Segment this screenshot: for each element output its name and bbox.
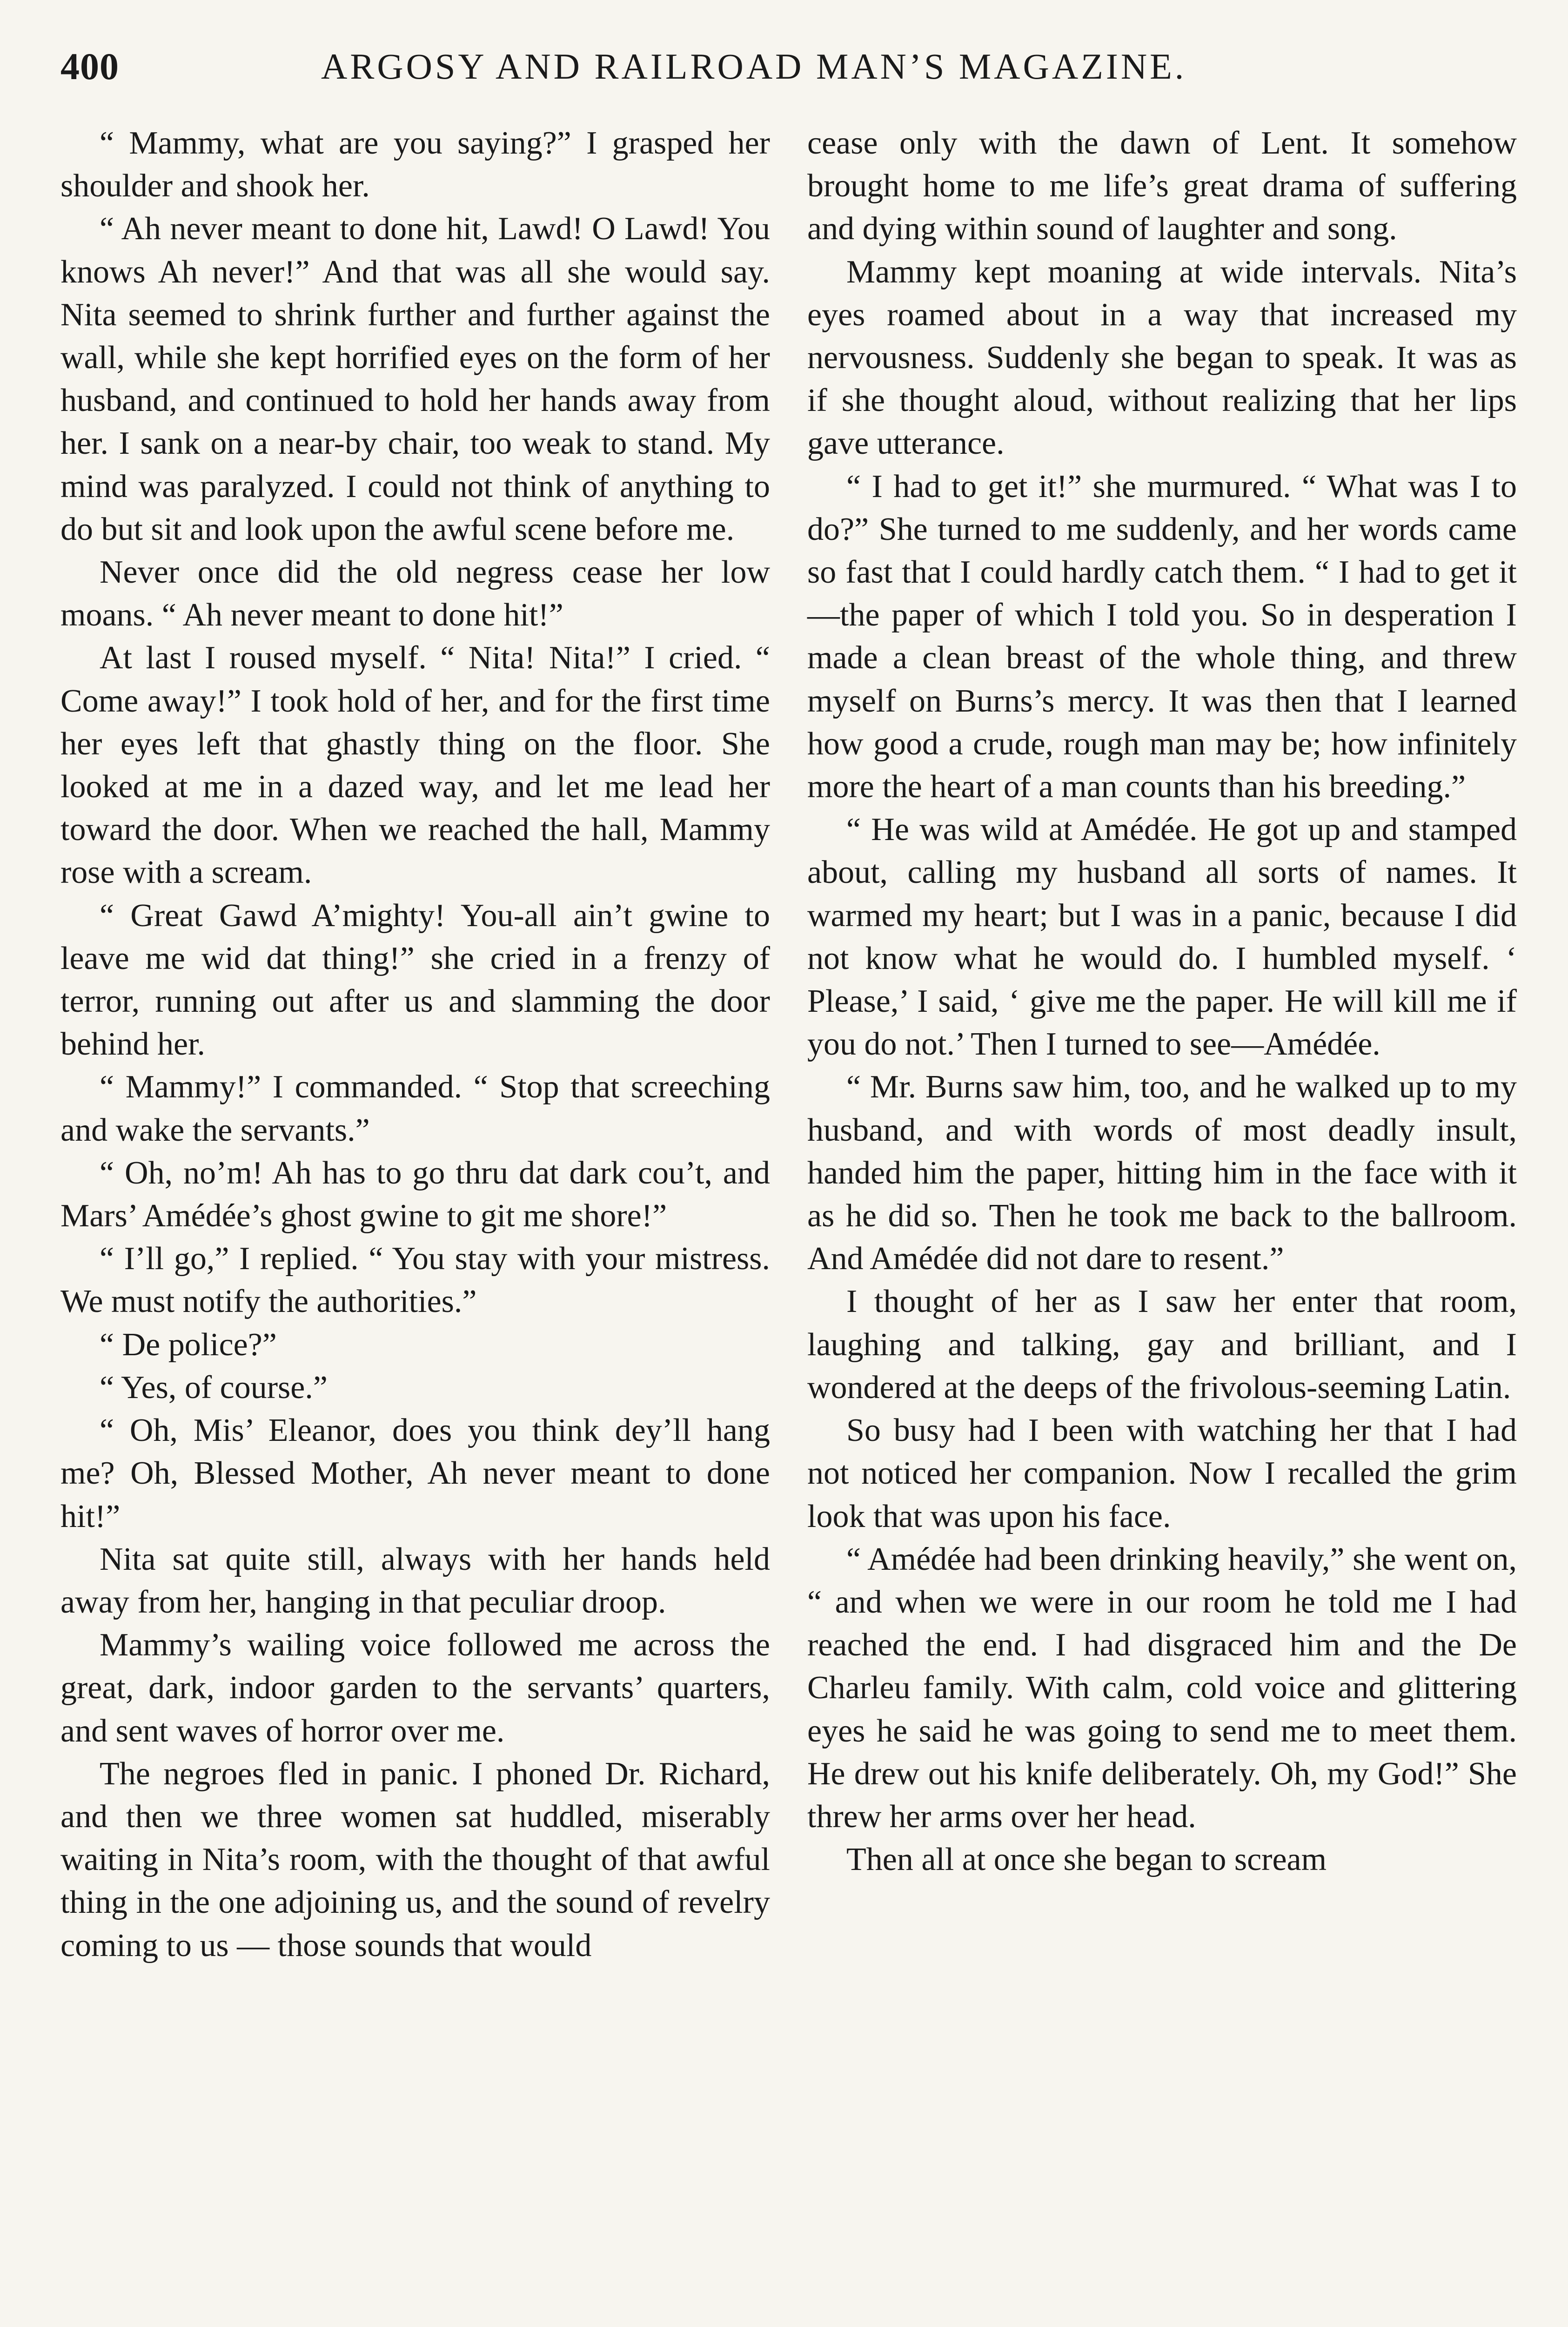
- paragraph: The negroes fled in panic. I phoned Dr. Richard, and then we three women sat huddled, miserably waiting in Nita’s room, with the thought of that awful thing in the one adjoining us, and the sound of revelry coming to us — those sounds that would: [60, 1755, 770, 1964]
- paragraph: “ Oh, Mis’ Eleanor, does you think dey’ll hang me? Oh, Blessed Mother, Ah never meant to done hit!”: [60, 1412, 770, 1534]
- paragraph: “ Mammy, what are you saying?” I grasped her shoulder and shook her.: [60, 125, 770, 204]
- paragraph: Never once did the old negress cease her low moans. “ Ah never meant to done hit!”: [60, 554, 770, 633]
- paragraph: “ De police?”: [100, 1326, 277, 1363]
- paragraph: Mammy’s wailing voice followed me across the great, dark, indoor garden to the servants’ quarters, and sent waves of horror over me.: [60, 1627, 770, 1749]
- paragraph: I thought of her as I saw her enter that room, laughing and talking, gay and brilliant, and I wondered at the deeps of the frivolous-seeming Latin.: [807, 1284, 1517, 1406]
- paragraph: “ Mammy!” I commanded. “ Stop that screeching and wake the servants.”: [60, 1069, 770, 1148]
- paragraph: “ Yes, of course.”: [100, 1369, 328, 1406]
- paragraph: “ Great Gawd A’mighty! You-all ain’t gwine to leave me wid dat thing!” she cried in a frenzy of terror, running out after us and slamming the door behind her.: [60, 897, 770, 1063]
- left-column: [60, 122, 770, 1967]
- paragraph: Then all at once she began to scream: [846, 1842, 1327, 1878]
- running-head: [60, 41, 1517, 92]
- paragraph: Mammy kept moaning at wide intervals. Nita’s eyes roamed about in a way that increased my nervousness. Suddenly she began to speak. It was as if she thought aloud, without realizing that her lips gave utterance.: [807, 254, 1517, 462]
- paragraph: “ Mr. Burns saw him, too, and he walked up to my husband, and with words of most deadly insult, handed him the paper, hitting him in the face with it as he did so. Then he took me back to the ballroom. And Amédée did not dare to resent.”: [807, 1069, 1517, 1277]
- magazine-title: ARGOSY AND RAILROAD MAN’S MAGAZINE.: [321, 46, 1187, 87]
- paragraph: Nita sat quite still, always with her hands held away from her, hanging in that peculiar droop.: [60, 1541, 770, 1620]
- paragraph: So busy had I been with watching her that I had not noticed her companion. Now I recalled the grim look that was upon his face.: [807, 1412, 1517, 1534]
- paragraph: “ Oh, no’m! Ah has to go thru dat dark cou’t, and Mars’ Amédée’s ghost gwine to git me shore!”: [60, 1155, 770, 1234]
- paragraph: “ He was wild at Amédée. He got up and stamped about, calling my husband all sorts of names. It warmed my heart; but I was in a panic, because I did not know what he would do. I humbled myself. ‘ Please,’ I said, ‘ give me the paper. He will kill me if you do not.’ Then I turned to see—Amédée.: [807, 812, 1517, 1063]
- page-number: 400: [60, 45, 119, 87]
- paragraph: “ I had to get it!” she murmured. “ What was I to do?” She turned to me suddenly, and her words came so fast that I could hardly catch them. “ I had to get it—the paper of which I told you. So in desperation I made a clean breast of the whole thing, and threw myself on Burns’s mercy. It was then that I learned how good a crude, rough man may be; how infinitely more the heart of a man counts than his breeding.”: [807, 468, 1517, 805]
- paragraph: “ Amédée had been drinking heavily,” she went on, “ and when we were in our room he told me I had reached the end. I had disgraced him and the De Charleu family. With calm, cold voice and glittering eyes he said he was going to send me to meet them. He drew out his knife deliberately. Oh, my God!” She threw her arms over her head.: [807, 1541, 1517, 1835]
- paragraph-continued: cease only with the dawn of Lent. It somehow brought home to me life’s great drama of suffering and dying within sound of laughter and song.: [807, 125, 1517, 247]
- paragraph: At last I roused myself. “ Nita! Nita!” I cried. “ Come away!” I took hold of her, and for the first time her eyes left that ghastly thing on the floor. She looked at me in a dazed way, and let me lead her toward the door. When we reached the hall, Mammy rose with a scream.: [60, 640, 770, 891]
- right-column: [807, 122, 1517, 1881]
- paragraph: “ Ah never meant to done hit, Lawd! O Lawd! You knows Ah never!” And that was all she would say. Nita seemed to shrink further and further against the wall, while she kept horrified eyes on the form of her husband, and continued to hold her hands away from her. I sank on a near-by chair, too weak to stand. My mind was paralyzed. I could not think of anything to do but sit and look upon the awful scene before me.: [60, 211, 770, 547]
- paragraph: “ I’ll go,” I replied. “ You stay with your mistress. We must notify the authorities.”: [60, 1241, 770, 1320]
